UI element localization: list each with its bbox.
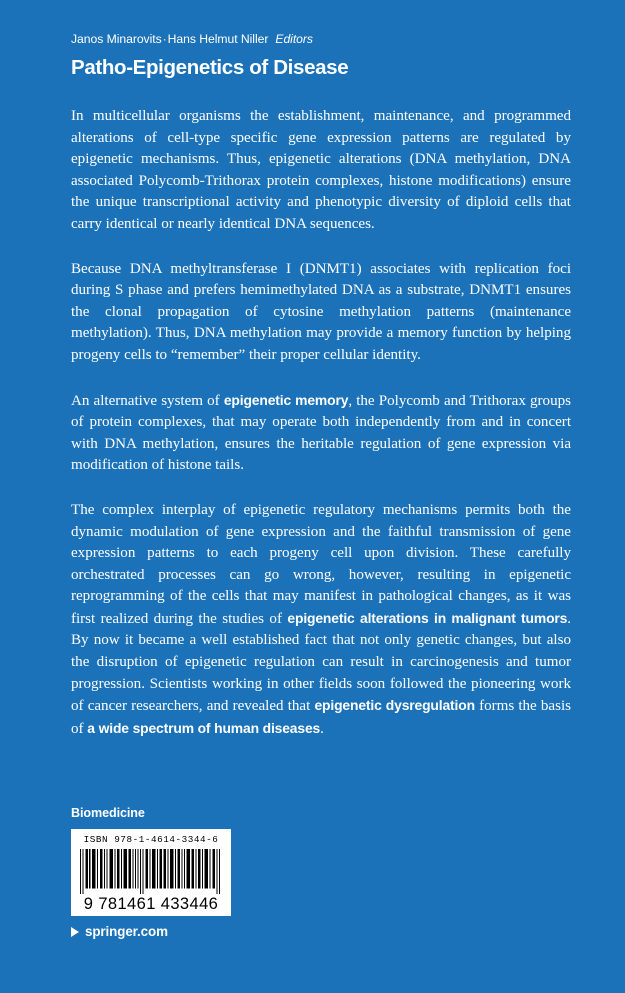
blurb-paragraph: [71, 390, 571, 477]
blurb-text: Because DNA methyltransferase I (DNMT1) associates with replication foci during S phase and prefers hemimethylated DNA as a substrate, DNMT1 ensures the clonal propagation of cytosine methylation patterns (maintenance methylation). Thus, DNA methylation may provide a memory function by helping progeny cells to “remember” their proper cellular identity.: [71, 260, 571, 363]
barcode-digits-right: 433446: [160, 894, 219, 913]
editors-role-label: Editors: [275, 32, 313, 46]
barcode-digits-middle: 781461: [98, 894, 156, 913]
barcode-bars-graphic: [80, 849, 222, 894]
blurb-text: The complex interplay of epigenetic regulatory mechanisms permits both the dynamic modulation of gene expression and the faithful transmission of gene expression patterns to each progeny cell upon division. These carefully orchestrated processes can go wrong, however, resulting in epigenetic reprogramming of the cells that may manifest in pathological changes, as it was first realized during the studies of: [71, 501, 571, 627]
blurb-text: . By now it became a well established fact that not only genetic changes, but also the disruption of epigenetic regulation can result in carcinogenesis and tumor progression. Scientists working in other fields soon followed the pioneering work of cancer researchers, and revealed that: [71, 610, 571, 715]
blurb-emphasis: epigenetic memory: [223, 391, 349, 408]
blurb-text: In multicellular organisms the establishment, maintenance, and programmed alterations of cell-type specific gene expression patterns are regulated by epigenetic mechanisms. Thus, epigenetic alterations (DNA methylation, DNA associated Polycomb-Trithorax protein complexes, histone modifications) ensure the unique transcriptional activity and phenotypic diversity of diploid cells that carry identical or nearly identical DNA sequences.: [71, 108, 571, 232]
isbn-barcode: [71, 829, 231, 916]
editor-name-1: Janos Minarovits: [71, 32, 162, 46]
cover-footer: [71, 806, 371, 939]
barcode-digit-left: 9: [83, 894, 94, 913]
page-title: Patho-Epigenetics of Disease: [71, 55, 349, 79]
publisher-url-label: springer.com: [85, 924, 168, 939]
blurb-paragraph: [71, 259, 571, 367]
blurb-text: , the Polycomb and Trithorax groups of protein complexes, that may operate both independently from and in concert with DNA methylation, ensures the heritable regulation of gene expression via modification of histone tails.: [71, 392, 571, 474]
blurb-text: forms the basis of: [71, 698, 571, 737]
blurb-emphasis: epigenetic alterations in malignant tumors: [287, 609, 568, 626]
springer-link[interactable]: [71, 924, 371, 939]
triangle-right-icon: [71, 927, 79, 937]
editor-name-2: Hans Helmut Niller: [167, 32, 269, 46]
blurb-paragraph: [71, 500, 571, 741]
editors-line: [71, 32, 571, 47]
blurb-emphasis: a wide spectrum of human diseases: [87, 719, 321, 736]
back-cover-blurb: [71, 106, 571, 740]
blurb-text: .: [320, 720, 324, 737]
cover-header: [71, 32, 571, 79]
blurb-emphasis: epigenetic dysregulation: [314, 697, 475, 714]
editor-separator: ·: [162, 32, 167, 46]
blurb-paragraph: [71, 106, 571, 236]
barcode-digits: [84, 896, 219, 913]
series-label: Biomedicine: [71, 806, 145, 820]
blurb-text: An alternative system of: [71, 392, 224, 409]
isbn-text: ISBN 978-1-4614-3344-6: [83, 834, 219, 845]
